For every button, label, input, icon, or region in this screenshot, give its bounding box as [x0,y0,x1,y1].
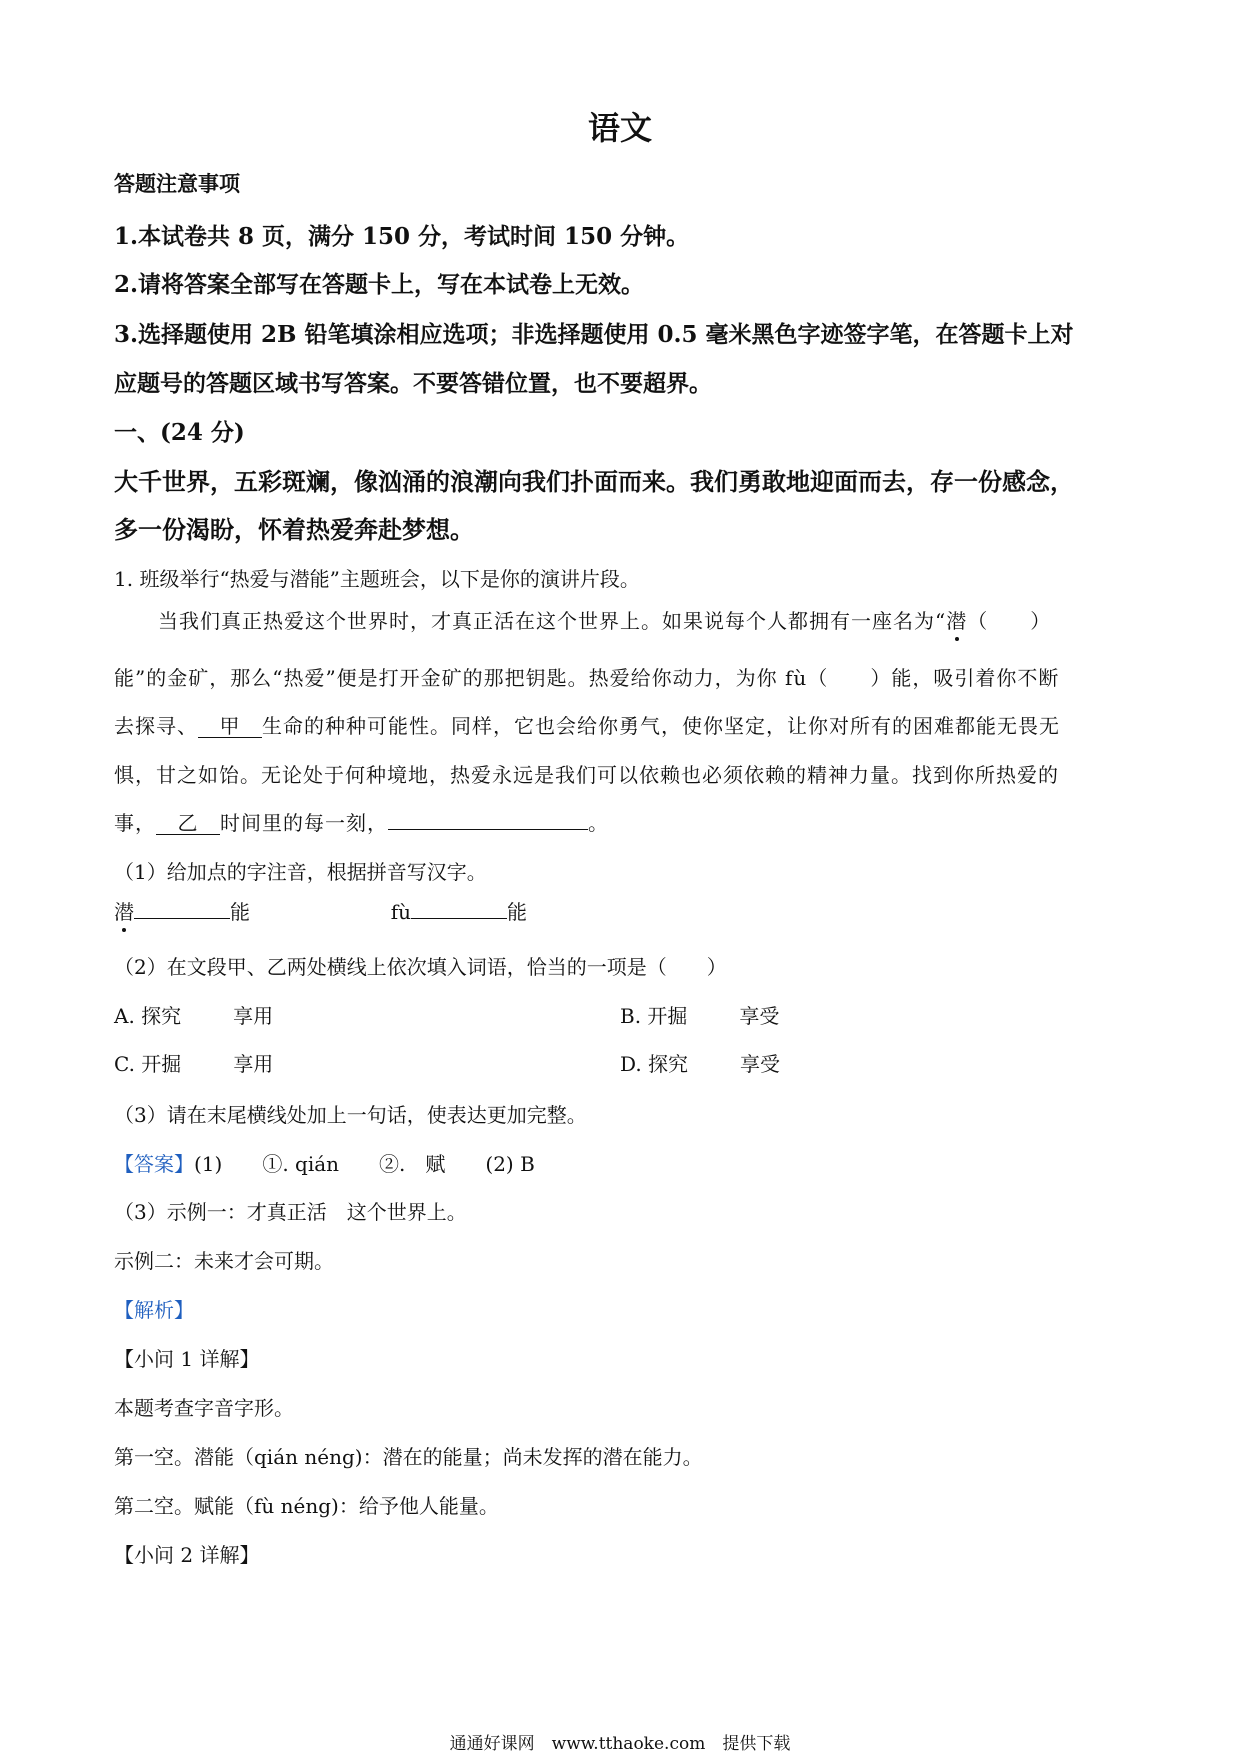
passage-text: 当我们真正热爱这个世界时，才真正活在这个世界上。如果说每个人都拥有一座名为“ [158,609,947,633]
analysis-sub1-line1: 本题考查字音字形。 [114,1396,294,1420]
sub1-suffix: 能 [230,900,250,924]
section-heading: 一、(24 分) [114,419,245,446]
sub1-prompt: （1）给加点的字注音，根据拼音写汉字。 [114,860,487,884]
notice-item-1: 1.本试卷共 8 页，满分 150 分，考试时间 150 分钟。 [114,223,690,250]
footer: 通通好课网 www.tthaoke.com 提供下载 [449,1734,791,1754]
option-word: 享受 [739,1004,780,1028]
passage-line-2: 能”的金矿，那么“热爱”便是打开金矿的那把钥匙。热爱给你动力，为你 fù（ ）能，吸引着你不断 [114,666,1060,690]
passage-text: 事， [114,811,156,835]
option-a [114,1000,273,1029]
notice-item-3a: 3.选择题使用 2B 铅笔填涂相应选项；非选择题使用 0.5 毫米黑色字迹签字笔，在答题卡上对 [114,321,1074,348]
answer-blank-1 [134,918,230,919]
option-label: B. 开掘 [620,1004,688,1028]
answer-text: (1) ①. qián ②. 赋 (2) B [194,1152,535,1176]
analysis-sub1-line3: 第二空。赋能（fù néng)：给予他人能量。 [114,1494,499,1518]
passage-text: 时间里的每一刻， [220,811,388,835]
option-word: 享受 [740,1052,781,1076]
analysis-sub1-heading: 【小问 1 详解】 [114,1347,260,1371]
dotted-char: 潜 [946,609,968,633]
sub1-blanks [114,896,527,925]
answer-blank-2 [411,918,507,919]
sub2-prompt: （2）在文段甲、乙两处横线上依次填入词语，恰当的一项是（ ） [114,955,727,979]
question-1-stem: 1. 班级举行“热爱与潜能”主题班会，以下是你的演讲片段。 [114,567,640,591]
passage-line-5 [114,807,609,836]
blank-yi: 乙 [156,812,220,835]
analysis-sub2-heading: 【小问 2 详解】 [114,1543,260,1567]
answer-line-1 [114,1148,535,1177]
passage-text: 生命的种种可能性。同样，它也会给你勇气，使你坚定，让你对所有的困难都能无畏无 [262,714,1060,738]
passage-text: 。 [588,811,609,835]
page-title: 语文 [587,109,652,147]
sub3-prompt: （3）请在末尾横线处加上一句话，使表达更加完整。 [114,1103,587,1127]
option-d [620,1048,780,1077]
analysis-sub1-line2: 第一空。潜能（qián néng)：潜在的能量；尚未发挥的潜在能力。 [114,1445,703,1469]
option-label: A. 探究 [114,1004,182,1028]
dotted-char: 潜 [114,900,134,924]
pinyin: fù [390,900,412,924]
notice-heading: 答题注意事项 [114,171,240,196]
notice-item-2: 2.请将答案全部写在答题卡上，写在本试卷上无效。 [114,271,645,298]
blank-jia: 甲 [198,715,262,738]
option-b [620,1000,779,1029]
blank-end [388,829,588,830]
option-c [114,1048,273,1077]
answer-line-3: 示例二：未来才会可期。 [114,1249,334,1273]
notice-item-3b: 应题号的答题区域书写答案。不要答错位置，也不要超界。 [114,370,712,397]
section-intro-b: 多一份渴盼，怀着热爱奔赴梦想。 [114,515,474,544]
passage-line-4: 惧，甘之如饴。无论处于何种境地，热爱永远是我们可以依赖也必须依赖的精神力量。找到你所热爱的 [114,763,1059,787]
option-word: 享用 [233,1004,274,1028]
passage-text: 去探寻、 [114,714,198,738]
sub1-suffix: 能 [507,900,528,924]
answer-line-2: （3）示例一：才真正活 这个世界上。 [114,1200,467,1224]
answer-tag: 【答案】 [114,1152,194,1176]
passage-paren: （ ） [967,609,1052,633]
passage-line-3 [114,710,1060,739]
passage-line-1 [158,605,1051,634]
option-word: 享用 [233,1052,274,1076]
section-intro-a: 大千世界，五彩斑斓，像汹涌的浪潮向我们扑面而来。我们勇敢地迎面而去，存一份感念， [114,467,1074,496]
option-label: D. 探究 [620,1052,689,1076]
option-label: C. 开掘 [114,1052,182,1076]
analysis-tag: 【解析】 [114,1298,194,1322]
